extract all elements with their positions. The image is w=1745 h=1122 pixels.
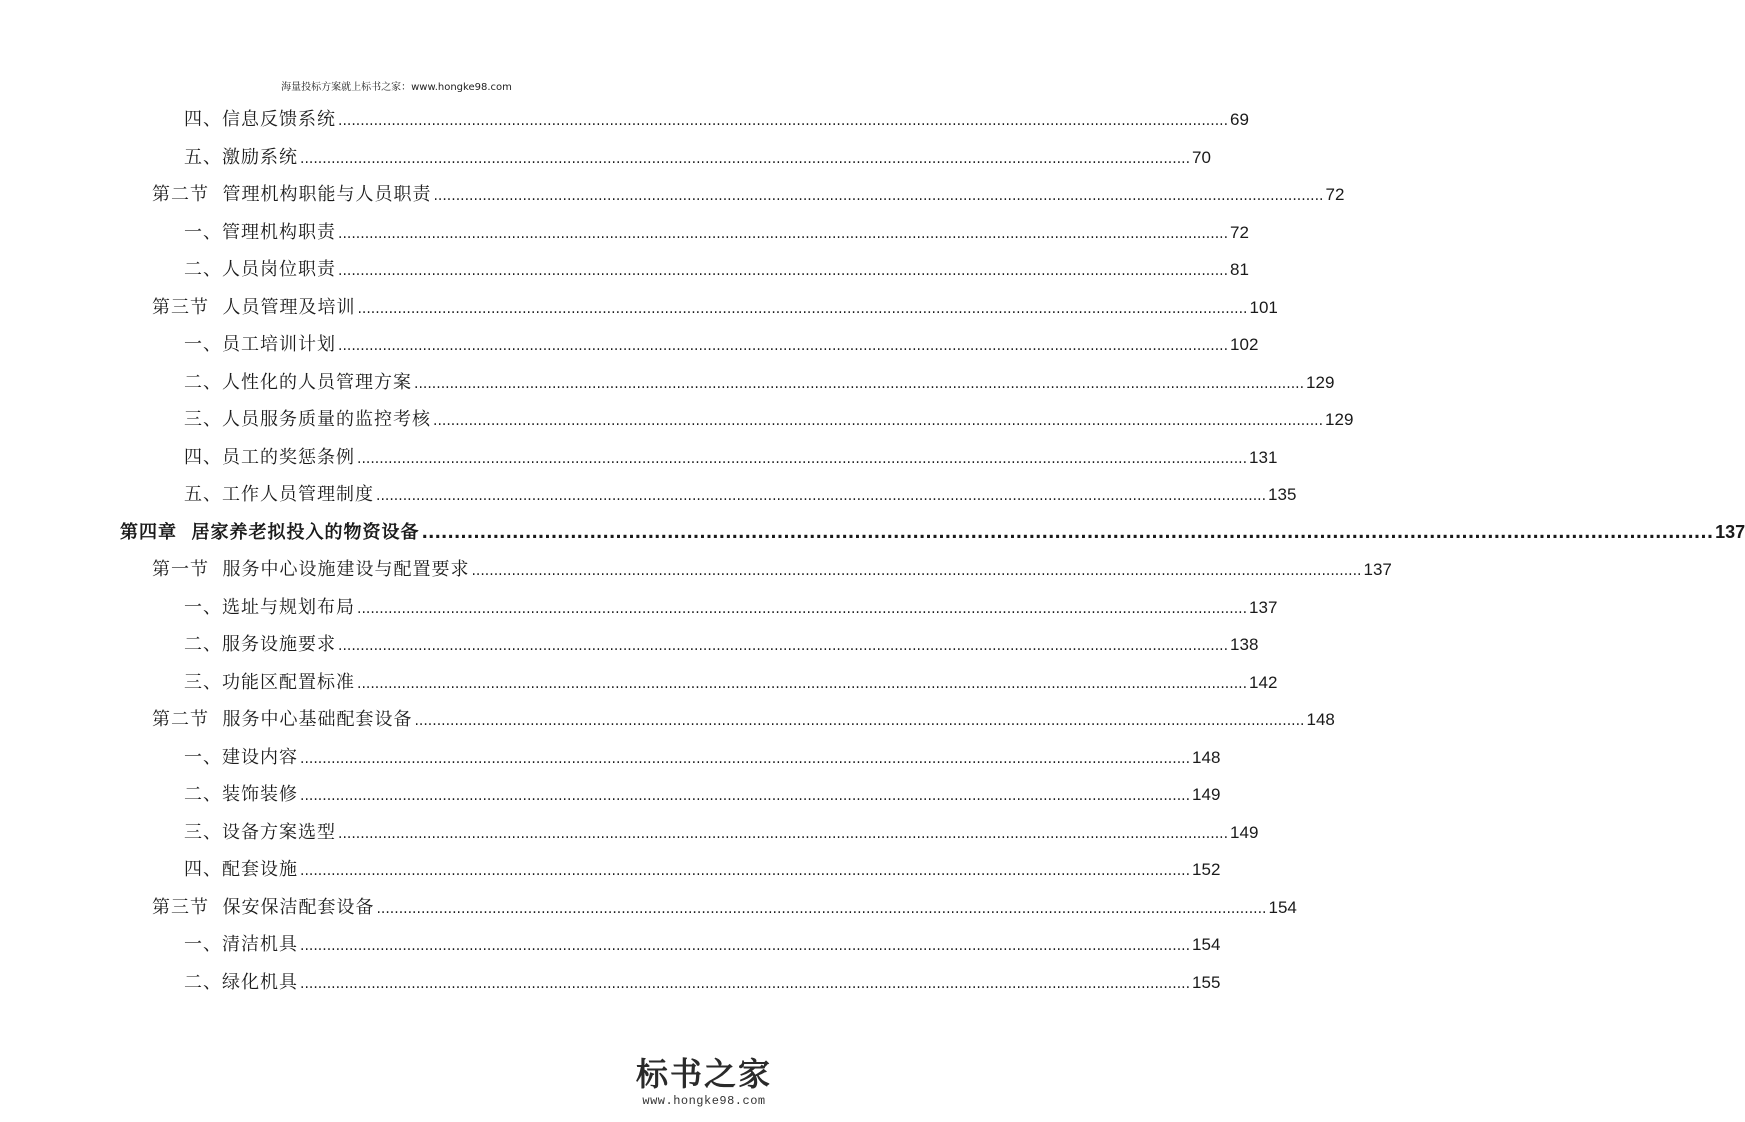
dot-leader: ........................................................................................................................................................................................................ [338,338,1229,354]
toc-entry-page: 138 [1230,635,1259,654]
toc-entry[interactable] [184,926,1221,963]
dot-leader: ........................................................................................................................................................................................................ [300,150,1191,167]
dot-leader: ........................................................................................................................................................................................................ [376,900,1267,917]
toc-entry-label: 一、建设内容 [184,746,298,768]
dot-leader: ........................................................................................................................................................................................................ [338,113,1229,129]
toc-entry[interactable] [184,364,1335,401]
toc-entry[interactable] [152,551,1392,588]
toc-entry-page: 142 [1249,672,1278,692]
dot-leader: ........................................................................................................................................................................................................ [357,300,1248,317]
dot-leader: ........................................................................................................................................................................................................ [421,522,1714,543]
site-logo [629,1054,779,1108]
dot-leader: ........................................................................................................................................................................................................ [414,375,1305,392]
dot-leader: ........................................................................................................................................................................................................ [300,863,1191,879]
toc-entry-page: 137 [1249,597,1278,617]
toc-entry-label: 第一节 服务中心设施建设与配置要求 [152,559,470,580]
toc-entry-label: 第二节 服务中心基础配套设备 [152,709,413,730]
dot-leader: ........................................................................................................................................................................................................ [338,263,1229,279]
logo-url: www.hongke98.com [642,1094,766,1108]
toc-entry[interactable] [184,251,1249,288]
dot-leader: ........................................................................................................................................................................................................ [338,825,1229,842]
toc-entry-label: 一、员工培训计划 [184,334,336,355]
toc-entry-label: 第三节 保安保洁配套设备 [152,896,375,918]
toc-entry-label: 一、选址与规划布局 [184,596,355,618]
dot-leader: ........................................................................................................................................................................................................ [433,188,1324,204]
toc-entry-label: 四、配套设施 [184,859,298,880]
dot-leader: ........................................................................................................................................................................................................ [300,750,1191,767]
toc-entry[interactable] [184,326,1259,363]
dot-leader: ........................................................................................................................................................................................................ [471,563,1362,579]
toc-entry[interactable] [184,664,1278,701]
toc-entry[interactable] [152,176,1345,213]
toc-entry-label: 四、员工的奖惩条例 [184,446,355,468]
toc-entry-label: 一、管理机构职责 [184,221,336,243]
toc-entry[interactable] [184,964,1221,1001]
toc-entry-page: 154 [1192,935,1221,954]
toc-entry-label: 五、工作人员管理制度 [184,484,374,505]
toc-entry[interactable] [184,101,1249,138]
toc-entry[interactable] [184,626,1259,663]
toc-entry-page: 155 [1192,972,1221,992]
toc-entry[interactable] [184,439,1278,476]
toc-entry-page: 148 [1306,710,1335,729]
dot-leader: ........................................................................................................................................................................................................ [300,938,1191,954]
toc-entry[interactable] [152,289,1278,326]
dot-leader: ........................................................................................................................................................................................................ [357,600,1248,617]
logo-title: 标书之家 [635,1055,772,1093]
dot-leader: ........................................................................................................................................................................................................ [433,413,1324,429]
dot-leader: ........................................................................................................................................................................................................ [300,788,1191,804]
toc-entry[interactable] [152,701,1335,738]
toc-entry[interactable] [184,139,1211,176]
toc-entry-page: 101 [1249,297,1278,317]
toc-entry-label: 二、绿化机具 [184,971,298,993]
toc-entry-label: 四、信息反馈系统 [184,109,336,130]
toc-entry[interactable] [184,589,1278,626]
toc-entry-page: 129 [1325,410,1354,429]
toc-entry-page: 70 [1192,147,1211,167]
toc-entry-label: 二、人性化的人员管理方案 [184,371,412,393]
toc-entry[interactable] [184,214,1249,251]
toc-entry-label: 三、功能区配置标准 [184,671,355,693]
toc-entry-page: 81 [1230,260,1249,279]
toc-entry-page: 149 [1230,822,1259,842]
toc-entry-label: 二、服务设施要求 [184,634,336,655]
toc-entry-page: 135 [1268,485,1297,504]
toc-entry-page: 137 [1715,521,1745,542]
toc-entry[interactable] [184,476,1297,513]
toc-entry-page: 148 [1192,747,1221,767]
dot-leader: ........................................................................................................................................................................................................ [357,675,1248,692]
toc-entry-page: 154 [1268,897,1297,917]
toc-entry-label: 第三节 人员管理及培训 [152,296,356,318]
toc-entry[interactable] [184,776,1221,813]
toc-entry[interactable] [184,401,1354,438]
toc-entry[interactable] [184,814,1259,851]
toc-chapter-entry[interactable] [120,514,1745,551]
toc-entry-page: 69 [1230,110,1249,129]
toc-entry-label: 二、人员岗位职责 [184,259,336,280]
toc-entry-label: 三、设备方案选型 [184,821,336,843]
toc-entry-page: 72 [1230,222,1249,242]
toc-entry-label: 一、清洁机具 [184,934,298,955]
page-header: 海量投标方案就上标书之家：www.hongke98.com [281,82,512,93]
toc-entry-page: 129 [1306,372,1335,392]
dot-leader: ........................................................................................................................................................................................................ [338,225,1229,242]
dot-leader: ........................................................................................................................................................................................................ [414,713,1305,729]
dot-leader: ........................................................................................................................................................................................................ [376,488,1267,504]
toc-entry-page: 102 [1230,335,1259,354]
toc-entry-label: 第四章 居家养老拟投入的物资设备 [120,521,420,543]
toc-entry[interactable] [184,739,1221,776]
toc-entry-label: 三、人员服务质量的监控考核 [184,409,431,430]
toc-entry-page: 72 [1325,185,1345,204]
dot-leader: ........................................................................................................................................................................................................ [300,975,1191,992]
toc-entry-label: 第二节 管理机构职能与人员职责 [152,184,432,205]
toc-entry-label: 二、装饰装修 [184,784,298,805]
toc-entry[interactable] [184,851,1221,888]
toc-entry-page: 137 [1363,560,1392,579]
toc-entry[interactable] [152,889,1297,926]
dot-leader: ........................................................................................................................................................................................................ [357,450,1248,467]
toc-entry-page: 152 [1192,860,1221,879]
toc-entry-page: 149 [1192,785,1221,804]
dot-leader: ........................................................................................................................................................................................................ [338,638,1229,654]
toc-entry-page: 131 [1249,447,1278,467]
toc-entry-label: 五、激励系统 [184,146,298,168]
